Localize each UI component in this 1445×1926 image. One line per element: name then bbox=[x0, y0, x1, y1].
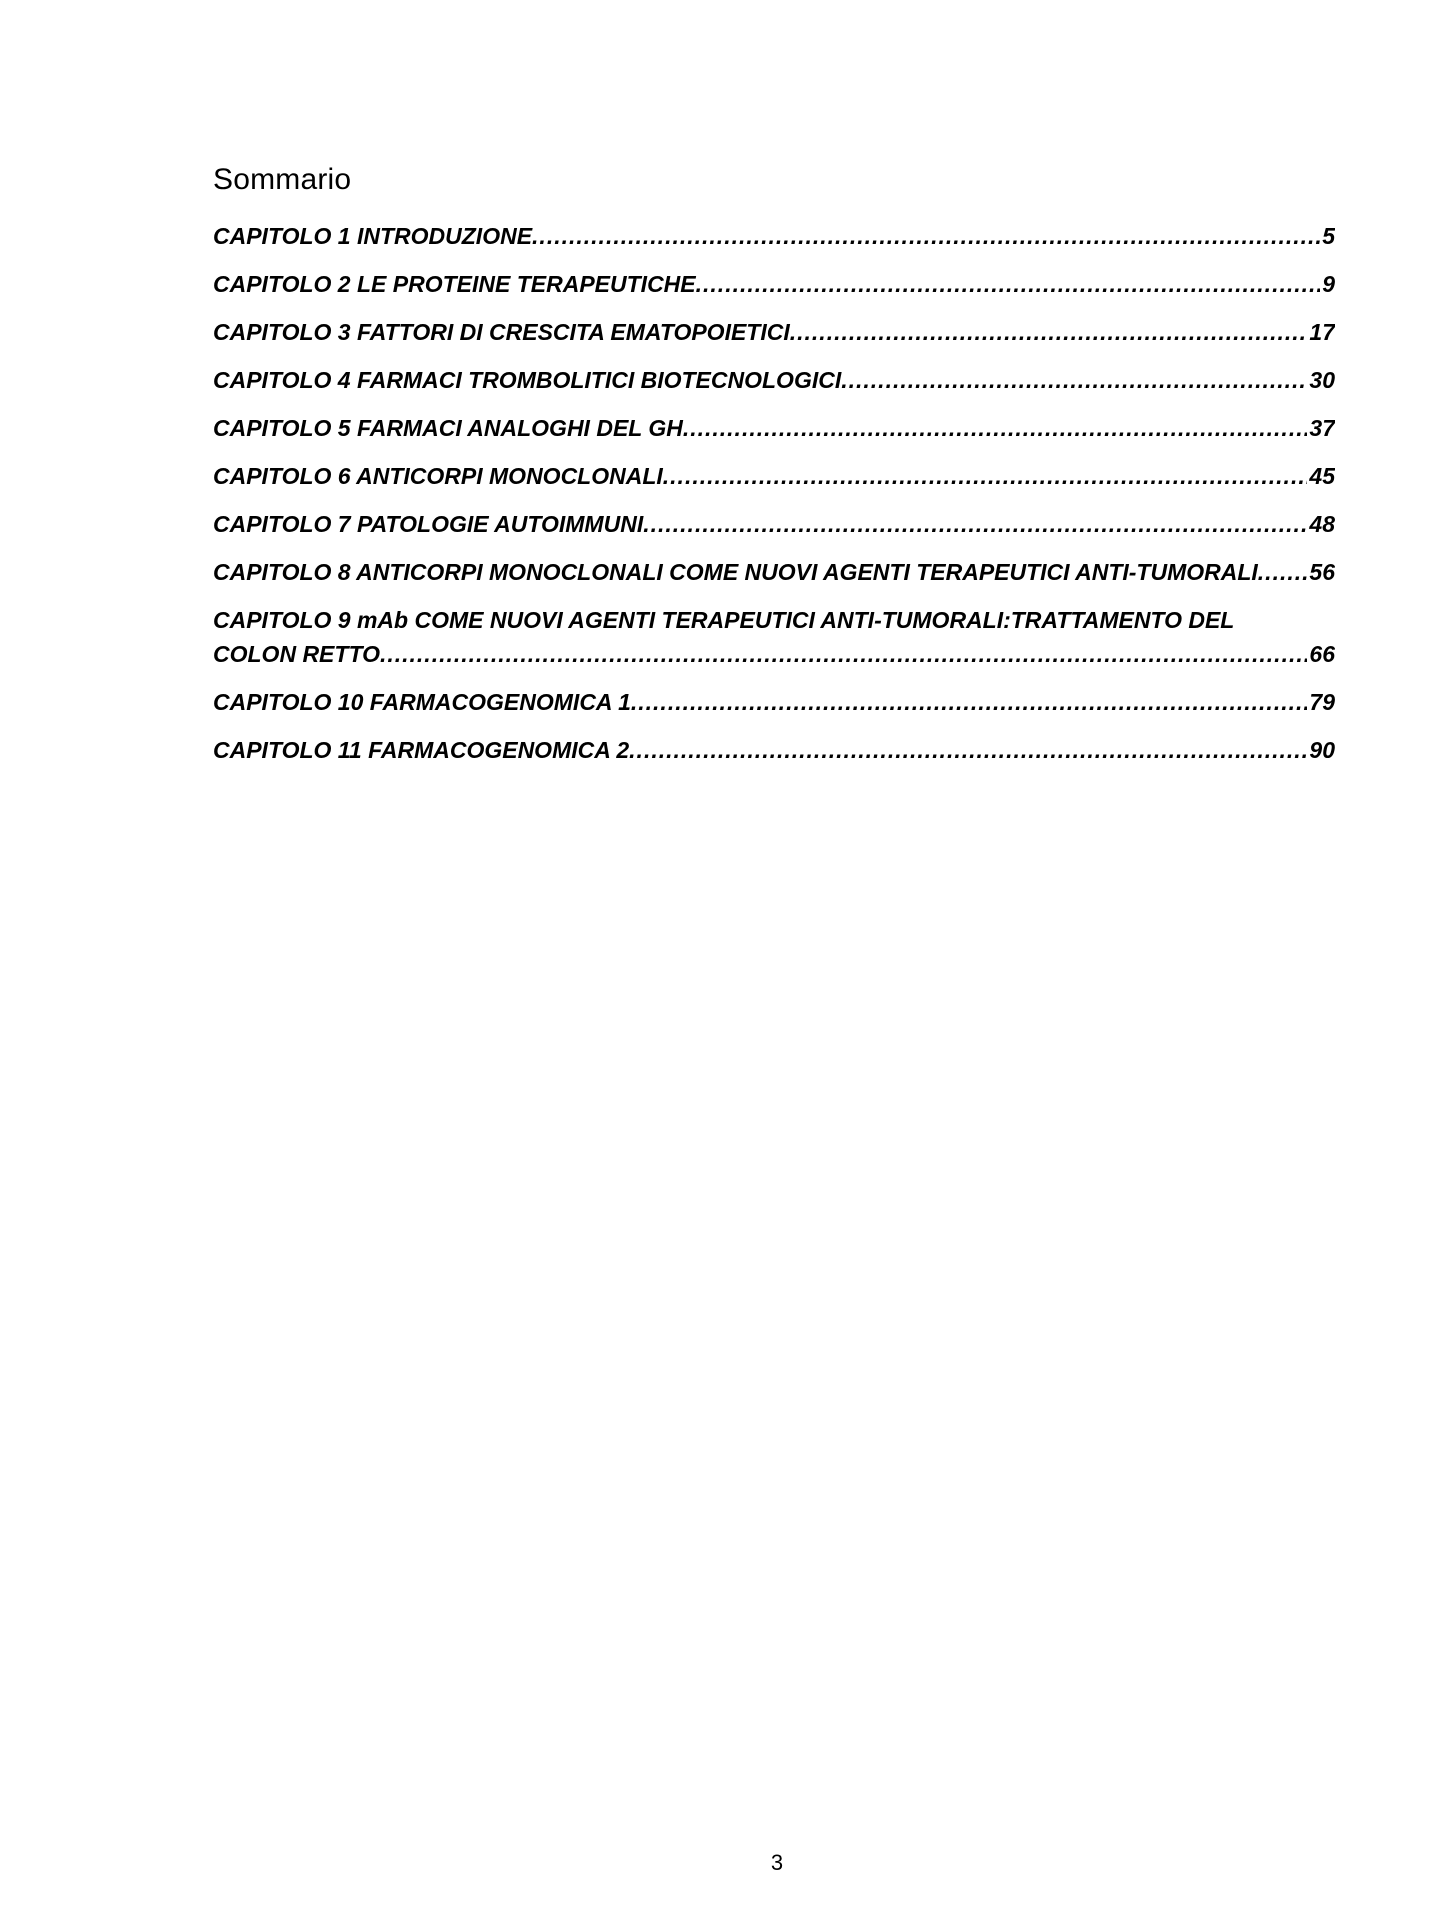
toc-dot-leader bbox=[629, 733, 1307, 767]
toc-entry-label: CAPITOLO 5 FARMACI ANALOGHI DEL GH bbox=[213, 415, 683, 441]
toc-entry-chapter-4[interactable] bbox=[213, 363, 1335, 397]
toc-entry-label: CAPITOLO 2 LE PROTEINE TERAPEUTICHE bbox=[213, 271, 696, 297]
toc-entry-page: 66 bbox=[1309, 641, 1335, 667]
toc-dot-leader bbox=[683, 411, 1308, 445]
toc-entry-page: 9 bbox=[1322, 271, 1335, 297]
toc-entry-page: 56 bbox=[1309, 559, 1335, 585]
toc-entry-chapter-5[interactable] bbox=[213, 411, 1335, 445]
toc-entry-chapter-11[interactable] bbox=[213, 733, 1335, 767]
toc-entry-label: CAPITOLO 4 FARMACI TROMBOLITICI BIOTECNOLOGICI bbox=[213, 367, 842, 393]
toc-entry-label: CAPITOLO 10 FARMACOGENOMICA 1 bbox=[213, 689, 631, 715]
toc-title: Sommario bbox=[213, 163, 352, 196]
toc-entry-chapter-10[interactable] bbox=[213, 685, 1335, 719]
toc-entry-page: 17 bbox=[1309, 319, 1335, 345]
toc-entry-chapter-6[interactable] bbox=[213, 459, 1335, 493]
toc-dot-leader bbox=[532, 219, 1320, 253]
toc-entry-page: 5 bbox=[1322, 223, 1335, 249]
toc-dot-leader bbox=[1258, 555, 1308, 589]
toc-entry-label: CAPITOLO 11 FARMACOGENOMICA 2 bbox=[213, 737, 630, 763]
toc-entry-label: CAPITOLO 3 FATTORI DI CRESCITA EMATOPOIETICI bbox=[213, 319, 790, 345]
toc-entry-chapter-2[interactable] bbox=[213, 267, 1335, 301]
toc-entry-chapter-8[interactable] bbox=[213, 555, 1335, 589]
toc-entry-label: CAPITOLO 1 INTRODUZIONE bbox=[213, 223, 533, 249]
toc-entry-chapter-1[interactable] bbox=[213, 219, 1335, 253]
toc-dot-leader bbox=[643, 507, 1307, 541]
toc-entry-chapter-3[interactable] bbox=[213, 315, 1335, 349]
toc-entry-chapter-7[interactable] bbox=[213, 507, 1335, 541]
toc-entry-page: 45 bbox=[1309, 463, 1335, 489]
toc-entry-page: 30 bbox=[1309, 367, 1335, 393]
toc-entry-page: 48 bbox=[1309, 511, 1335, 537]
toc-entry-label: CAPITOLO 6 ANTICORPI MONOCLONALI bbox=[213, 463, 663, 489]
toc-dot-leader bbox=[696, 267, 1321, 301]
toc-dot-leader bbox=[663, 459, 1308, 493]
toc-dot-leader bbox=[841, 363, 1307, 397]
page-number: 3 bbox=[770, 1850, 784, 1875]
table-of-contents bbox=[213, 219, 1335, 781]
toc-dot-leader bbox=[380, 637, 1307, 671]
toc-entry-label: CAPITOLO 8 ANTICORPI MONOCLONALI COME NUOVI AGENTI TERAPEUTICI ANTI-TUMORALI bbox=[213, 559, 1258, 585]
toc-entry-label: CAPITOLO 7 PATOLOGIE AUTOIMMUNI bbox=[213, 511, 644, 537]
toc-dot-leader bbox=[790, 315, 1308, 349]
toc-entry-page: 79 bbox=[1309, 689, 1335, 715]
toc-entry-label-line-1: CAPITOLO 9 mAb COME NUOVI AGENTI TERAPEUTICI ANTI-TUMORALI:TRATTAMENTO DEL bbox=[213, 607, 1235, 633]
toc-entry-chapter-9[interactable] bbox=[213, 603, 1335, 671]
toc-entry-page: 37 bbox=[1309, 415, 1335, 441]
toc-dot-leader bbox=[631, 685, 1308, 719]
toc-entry-page: 90 bbox=[1309, 737, 1335, 763]
toc-entry-label-line-2: COLON RETTO bbox=[213, 641, 380, 667]
